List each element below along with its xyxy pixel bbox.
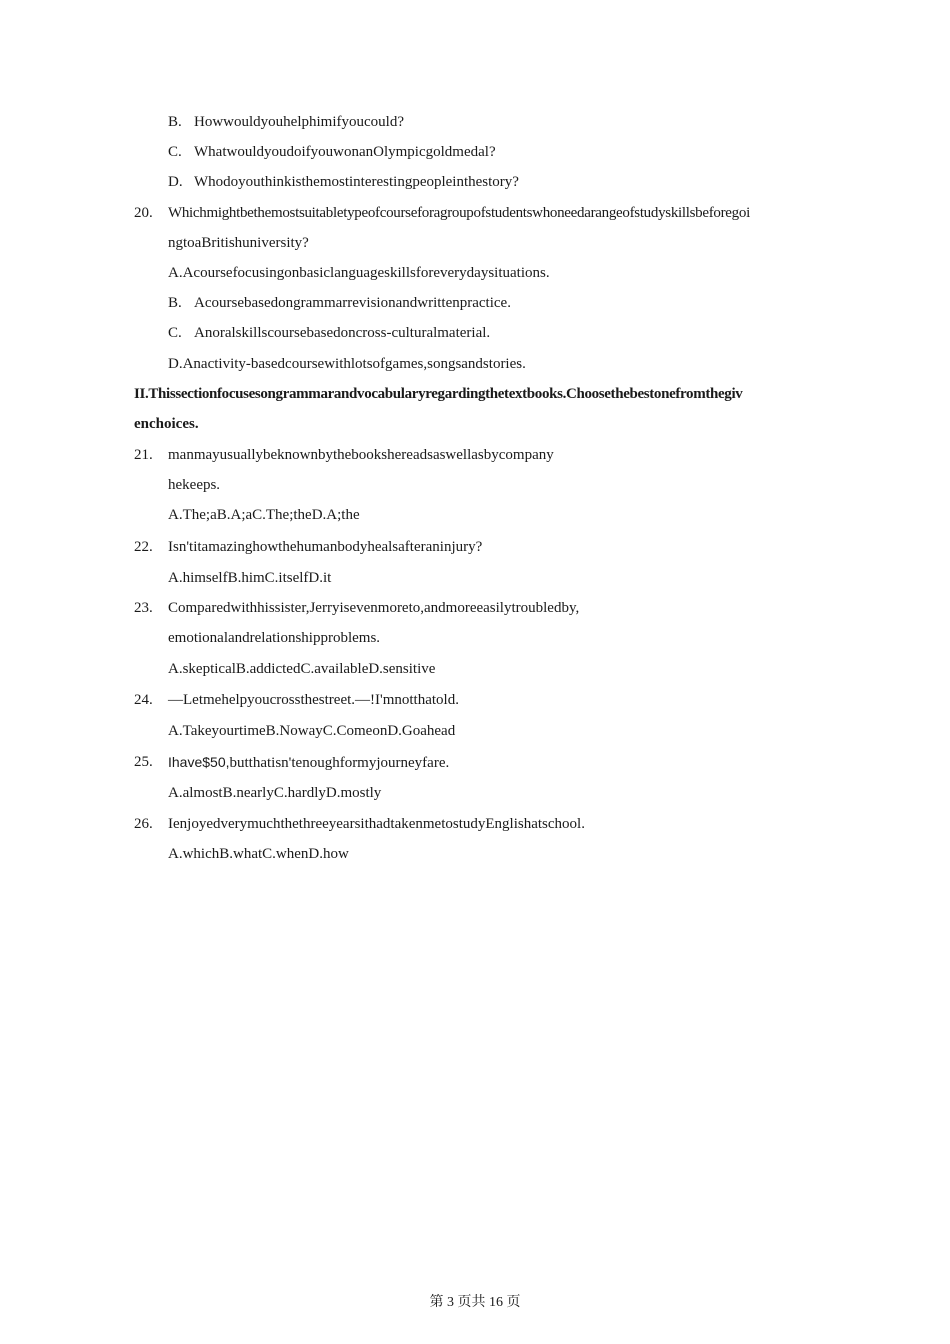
q23-stem-line1: Comparedwithhissister,Jerryisevenmoreto,andmoreeasilytroubledby,: [168, 600, 580, 616]
option-text: Whodoyouthinkisthemostinterestingpeopleinthestory?: [194, 174, 519, 190]
q25-stem-line1: [168, 752, 449, 773]
q20-stem-line2: ngtoaBritishuniversity?: [168, 235, 309, 251]
option-letter: D.: [168, 174, 183, 190]
option-letter: C.: [168, 144, 182, 160]
question-number: 21.: [134, 447, 153, 463]
section-heading-line1: II.Thissectionfocusesongrammarandvocabularyregardingthetextbooks.Choosethebestonefromthegiv: [134, 386, 743, 402]
question-number: 22.: [134, 539, 153, 555]
q19-option-b: [168, 112, 404, 132]
q20-option-c: [168, 323, 490, 343]
q20-option-a: A.Acoursefocusingonbasiclanguageskillsforeverydaysituations.: [168, 265, 550, 281]
option-letter: B.: [168, 295, 182, 311]
q21-options: A.The;aB.A;aC.The;theD.A;the: [168, 507, 360, 523]
option-text: WhatwouldyoudoifyouwonanOlympicgoldmedal?: [194, 144, 496, 160]
section-heading-line2: enchoices.: [134, 416, 199, 432]
question-number: 23.: [134, 600, 153, 616]
option-text: Howwouldyouhelphimifyoucould?: [194, 114, 404, 130]
q20-option-d: D.Anactivity-basedcoursewithlotsofgames,songsandstories.: [168, 356, 526, 372]
q25-stem-part-b: butthatisn'tenoughformyjourneyfare.: [229, 755, 450, 771]
q22-options: A.himselfB.himC.itselfD.it: [168, 570, 332, 586]
q25-options: A.almostB.nearlyC.hardlyD.mostly: [168, 785, 382, 801]
q19-option-d: [168, 172, 519, 192]
option-text: Acoursebasedongrammarrevisionandwrittenpractice.: [194, 295, 511, 311]
q20-option-b: [168, 293, 511, 313]
question-number: 20.: [134, 205, 153, 221]
q21-stem-line1: manmayusuallybeknownbythebookshereadsaswellasbycompany: [168, 447, 554, 463]
q24-stem-line1: —Letmehelpyoucrossthestreet.—!I'mnotthatold.: [168, 692, 459, 708]
option-letter: C.: [168, 325, 182, 341]
q23-stem-line2: emotionalandrelationshipproblems.: [168, 630, 381, 646]
q26-options: A.whichB.whatC.whenD.how: [168, 846, 349, 862]
question-number: 25.: [134, 754, 153, 770]
option-text: Anoralskillscoursebasedoncross-culturalmaterial.: [194, 325, 491, 341]
q20-stem-line1: Whichmightbethemostsuitabletypeofcourseforagroupofstudentswhoneedarangeofstudyskillsbeforegoi: [168, 205, 750, 221]
option-letter: B.: [168, 114, 182, 130]
question-number: 24.: [134, 692, 153, 708]
q21-stem-line2: hekeeps.: [168, 477, 221, 493]
q25-stem-part-a: Ihave$50,: [168, 754, 230, 770]
q22-stem-line1: Isn'titamazinghowthehumanbodyhealsafteraninjury?: [168, 539, 483, 555]
q24-options: A.TakeyourtimeB.NowayC.ComeonD.Goahead: [168, 723, 456, 739]
q19-option-c: [168, 142, 496, 162]
page-footer: 第 3 页共 16 页: [429, 1295, 521, 1310]
q23-options: A.skepticalB.addictedC.availableD.sensitive: [168, 661, 436, 677]
question-number: 26.: [134, 816, 153, 832]
q26-stem-line1: IenjoyedverymuchthethreeyearsithadtakenmetostudyEnglishatschool.: [168, 816, 585, 832]
